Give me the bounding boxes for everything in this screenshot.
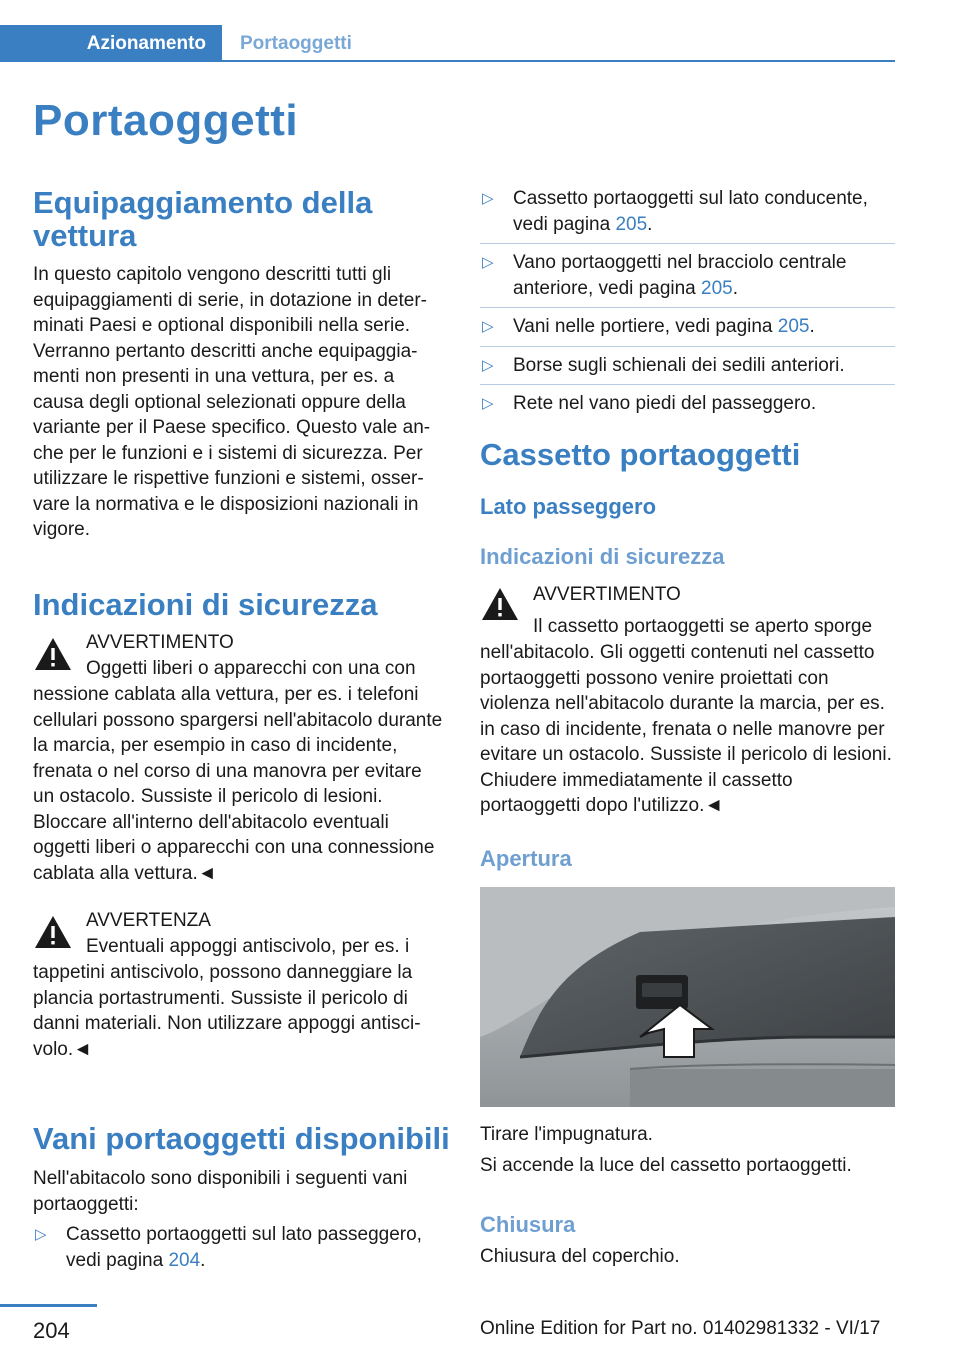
warning-label: AVVERTIMENTO: [86, 632, 234, 653]
section-title-cassetto: Cassetto portaoggetti: [480, 437, 801, 472]
triangle-bullet-icon: ▷: [482, 395, 494, 412]
tab-portaoggetti[interactable]: Portaoggetti: [240, 32, 352, 54]
subsection-apertura: Apertura: [480, 846, 572, 871]
list-divider: [480, 243, 895, 244]
page-link[interactable]: 205: [615, 213, 648, 235]
page-title: Portaoggetti: [33, 96, 299, 145]
list-divider: [480, 384, 895, 385]
glovebox-illustration: [480, 887, 895, 1107]
closing-text: Chiusura del coperchio.: [480, 1246, 680, 1267]
vani-list-left: [33, 1222, 448, 1273]
triangle-bullet-icon: ▷: [482, 190, 494, 207]
glovebox-photo: [480, 887, 895, 1107]
section-title-vani: Vani portaoggetti disponibili: [33, 1121, 450, 1156]
caution-text: tappetini antiscivolo, possono danneggiare la plancia portastrumenti. Sussiste il pericolo di danni materiali. Non utilizzare appoggi antiscivolo.◄: [33, 962, 421, 1060]
list-item: ▷ Borse sugli schienali dei sedili anteriori.: [480, 353, 895, 379]
triangle-bullet-icon: ▷: [35, 1226, 47, 1243]
caution-first-line: Eventuali appoggi antiscivolo, per es. i: [86, 936, 410, 957]
triangle-bullet-icon: ▷: [482, 318, 494, 335]
section-title-sicurezza: Indicazioni di sicurezza: [33, 587, 378, 622]
list-item: ▷ Cassetto portaoggetti sul lato passeggero, vedi pagina 204.: [35, 1224, 422, 1271]
page-link[interactable]: 205: [777, 316, 810, 337]
section-title-equipaggiamento: Equipaggiamento della vettura: [33, 185, 373, 253]
caution-label: AVVERTENZA: [86, 910, 211, 931]
list-item: ▷ Cassetto portaoggetti sul lato conducente, vedi pagina 205.: [482, 188, 868, 235]
subsection-indicazioni: Indicazioni di sicurezza: [480, 544, 725, 569]
list-divider: [480, 346, 895, 347]
warning-first-line: Il cassetto portaoggetti se aperto sporge: [533, 616, 873, 637]
footer-divider: [0, 1304, 97, 1307]
warning-text: nell'abitacolo. Gli oggetti contenuti nel cassetto portaoggetti possono venire proiettati con violenza nell'abitacolo durante la marcia, per es. in caso di incidente, frenata o nelle manovre per evitare un ostacolo. Sussiste il pericolo di lesioni. Chiudere immediatamente il cassetto portaoggetti dopo l'utilizzo.◄: [480, 642, 892, 816]
opening-step-1: Tirare l'impugnatura.: [480, 1124, 653, 1145]
warning-icon: [480, 586, 520, 622]
warning-first-line: Oggetti liberi o apparecchi con una con: [86, 658, 416, 679]
warning-text: nessione cablata alla vettura, per es. i telefoni cellulari possono spargersi nell'abitacolo durante la marcia, per esempio in caso di incidente, frenata o nel corso di una manovra per evitare un ostacolo. Sussiste il pericolo di lesioni. Bloccare all'interno dell'abitacolo eventuali oggetti liberi o apparecchi con una connessione cablata alla vettura.◄: [33, 684, 443, 884]
opening-step-2: Si accende la luce del cassetto portaoggetti.: [480, 1155, 852, 1176]
subsection-chiusura: Chiusura: [480, 1212, 576, 1237]
list-divider: [480, 307, 895, 308]
left-column: [33, 0, 448, 1300]
section-text-equipaggiamento: In questo capitolo vengono descritti tutti gli equipaggiamenti di serie, in dotazione in determinati Paesi e optional disponibili nella serie. Verranno pertanto descritti anche equipaggiamenti non presenti in una vettura, per es. a causa degli optional selezionati oppure della variante per il Paese specifico. Questo vale anche per le funzioni e i sistemi di sicurezza. Per utilizzare le rispettive funzioni e sistemi, osservare la normativa e le disposizioni nazionali in vigore.: [33, 264, 431, 540]
page-link[interactable]: 204: [168, 1249, 201, 1271]
list-item: ▷ Rete nel vano piedi del passeggero.: [480, 391, 895, 417]
caution-icon: [33, 914, 73, 950]
edition-info: Online Edition for Part no. 01402981332 - VI/17: [480, 1318, 881, 1339]
triangle-bullet-icon: ▷: [482, 254, 494, 271]
list-item: ▷ Vani nelle portiere, vedi pagina 205.: [480, 314, 895, 340]
page-number: 204: [33, 1318, 70, 1343]
vani-list-right: [480, 186, 895, 417]
triangle-bullet-icon: ▷: [482, 356, 494, 374]
warning-icon: [33, 636, 73, 672]
list-item: ▷ Vano portaoggetti nel bracciolo centrale anteriore, vedi pagina 205.: [482, 252, 847, 299]
page-link[interactable]: 205: [701, 277, 733, 299]
tab-azionamento[interactable]: Azionamento: [0, 25, 222, 62]
section-text-vani: Nell'abitacolo sono disponibili i seguenti vani portaoggetti:: [33, 1168, 408, 1215]
warning-label: AVVERTIMENTO: [533, 584, 681, 605]
subsection-lato-passeggero: Lato passeggero: [480, 494, 657, 519]
